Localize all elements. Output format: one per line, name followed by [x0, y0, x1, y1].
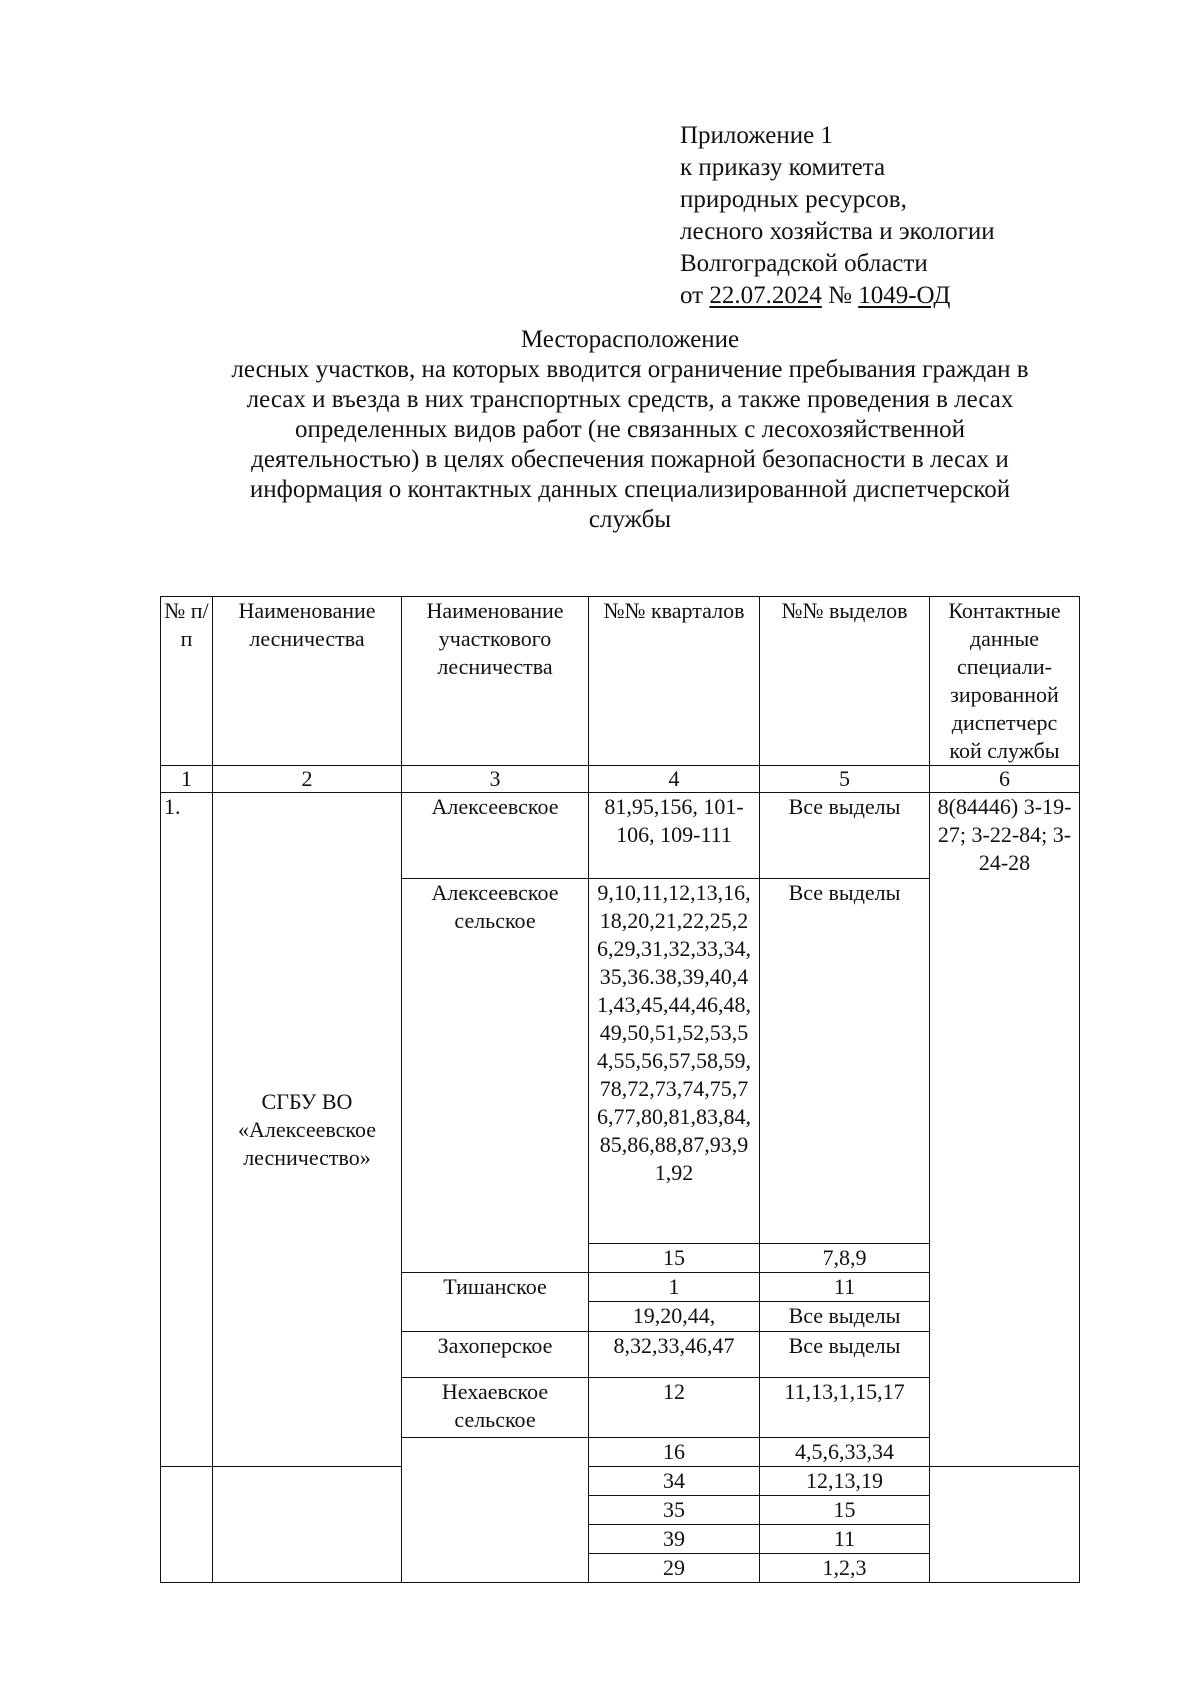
- sections-cell: 11,13,1,15,17: [760, 1378, 930, 1438]
- quarters-cell: 16: [589, 1438, 760, 1467]
- contact-details: [930, 1467, 1080, 1583]
- sections-cell: Все выделы: [760, 1302, 930, 1332]
- quarters-cell: 9,10,11,12,13,16,18,20,21,22,25,26,29,31,32,33,34,35,36.38,39,40,41,43,45,44,46,48,49,50,51,52,53,54,55,56,57,58,59,78,72,73,74,75,76,77,80,81,83,84,85,86,88,87,93,91,92: [589, 879, 760, 1244]
- sections-cell: 11: [760, 1525, 930, 1554]
- quarters-cell: 8,32,33,46,47: [589, 1332, 760, 1378]
- row-number: [161, 1467, 213, 1583]
- header-contacts: Контактные данные специали-зированной диспетчерс кой службы: [930, 597, 1080, 766]
- sections-cell: Все выделы: [760, 1332, 930, 1378]
- sections-cell: Все выделы: [760, 793, 930, 879]
- quarters-cell: 39: [589, 1525, 760, 1554]
- row-number: 1.: [161, 793, 213, 1467]
- contact-details: 8(84446) 3-19-27; 3-22-84; 3-24-28: [930, 793, 1080, 1467]
- title-line: информация о контактных данных специализированной диспетчерской: [249, 476, 1011, 503]
- quarters-cell: 34: [589, 1467, 760, 1496]
- column-number: 5: [760, 766, 930, 793]
- forest-plots-table: [160, 596, 1080, 1583]
- order-date: 22.07.2024: [709, 282, 822, 309]
- sections-cell: 15: [760, 1496, 930, 1525]
- appendix-line: лесного хозяйства и экологии: [680, 218, 995, 245]
- order-number: 1049-ОД: [858, 282, 951, 309]
- column-number: 1: [161, 766, 213, 793]
- table-header-row: [161, 597, 1080, 766]
- appendix-line: Волгоградской области: [680, 250, 928, 277]
- quarters-cell: 1: [589, 1273, 760, 1302]
- column-number: 3: [402, 766, 589, 793]
- sections-cell: Все выделы: [760, 879, 930, 1244]
- sections-cell: 12,13,19: [760, 1467, 930, 1496]
- order-number-sign: №: [828, 282, 852, 309]
- column-number-row: [161, 766, 1080, 793]
- header-sections: №№ выделов: [760, 597, 930, 766]
- header-row-number: № п/п: [161, 597, 213, 766]
- title-line: службы: [588, 506, 672, 533]
- forestry-name: [213, 1467, 402, 1583]
- document-title: [170, 325, 1090, 535]
- column-number: 2: [213, 766, 402, 793]
- appendix-line: к приказу комитета: [680, 154, 886, 181]
- quarters-cell: 19,20,44,: [589, 1302, 760, 1332]
- forestry-name: СГБУ ВО «Алексеевское лесничество»: [213, 793, 402, 1467]
- quarters-cell: 29: [589, 1554, 760, 1583]
- district-name: Захоперское: [402, 1332, 589, 1378]
- header-quarters: №№ кварталов: [589, 597, 760, 766]
- sections-cell: 4,5,6,33,34: [760, 1438, 930, 1467]
- column-number: 4: [589, 766, 760, 793]
- table-row: [161, 1467, 1080, 1496]
- district-name: Алексеевское сельское: [402, 879, 589, 1273]
- table-row: [161, 793, 1080, 879]
- district-name: Алексеевское: [402, 793, 589, 879]
- quarters-cell: 81,95,156, 101-106, 109-111: [589, 793, 760, 879]
- header-forestry: Наименование лесничества: [213, 597, 402, 766]
- district-name: Тишанское: [402, 1273, 589, 1332]
- sections-cell: 1,2,3: [760, 1554, 930, 1583]
- order-reference: [680, 280, 995, 312]
- quarters-cell: 35: [589, 1496, 760, 1525]
- header-district: Наименование участкового лесничества: [402, 597, 589, 766]
- title-heading: Месторасположение: [520, 326, 740, 353]
- district-name: [402, 1438, 589, 1583]
- district-name: Нехаевское сельское: [402, 1378, 589, 1438]
- appendix-block: [680, 120, 995, 312]
- sections-cell: 7,8,9: [760, 1244, 930, 1273]
- column-number: 6: [930, 766, 1080, 793]
- appendix-title: Приложение 1: [680, 122, 833, 149]
- title-line: деятельностью) в целях обеспечения пожарной безопасности в лесах и: [251, 446, 1009, 473]
- title-line: определенных видов работ (не связанных с лесохозяйственной: [294, 416, 966, 443]
- title-line: лесах и въезда в них транспортных средств, а также проведения в лесах: [246, 386, 1014, 413]
- sections-cell: 11: [760, 1273, 930, 1302]
- order-prefix: от: [680, 282, 704, 309]
- quarters-cell: 12: [589, 1378, 760, 1438]
- title-line: лесных участков, на которых вводится ограничение пребывания граждан в: [231, 356, 1029, 383]
- quarters-cell: 15: [589, 1244, 760, 1273]
- appendix-line: природных ресурсов,: [680, 186, 907, 213]
